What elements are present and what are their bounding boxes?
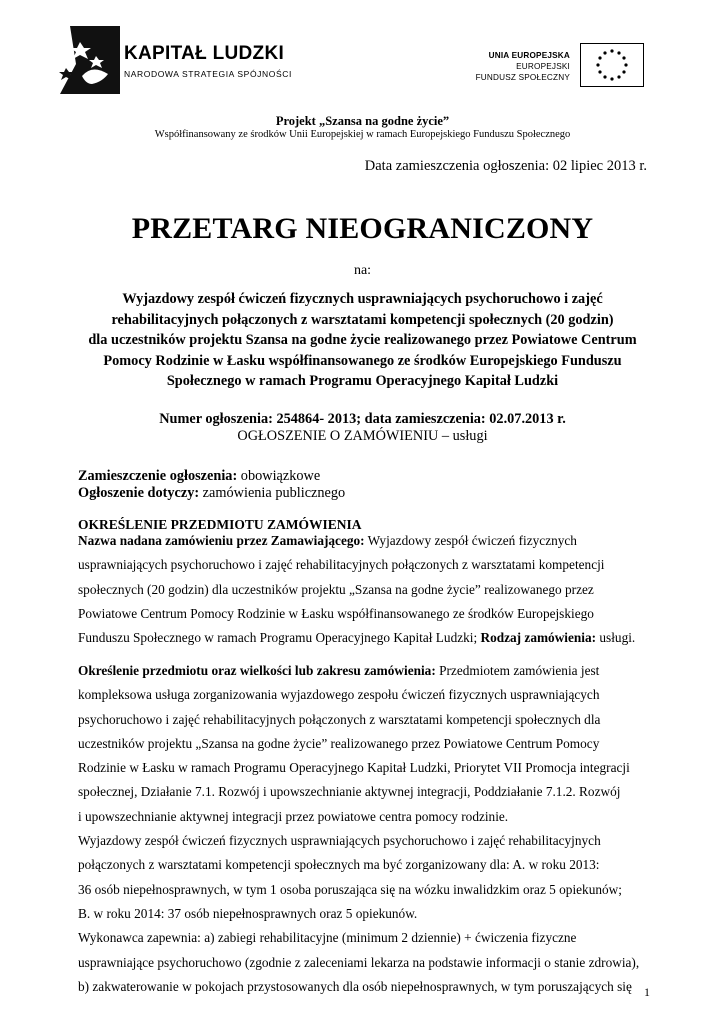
name-line-rest: Wyjazdowy zespół ćwiczeń fizycznych: [364, 533, 577, 548]
paragraph-line: społecznej, Działanie 7.1. Rozwój i upowszechnianie aktywnej integracji, Poddziałanie 7.1.2. Rozwój: [78, 784, 621, 800]
paragraph-line: usprawniających psychoruchowo i zajęć rehabilitacyjnych połączonych z warsztatami kompetencji: [78, 557, 605, 573]
paragraph-line: [78, 630, 658, 654]
kapital-ludzki-subtitle: NARODOWA STRATEGIA SPÓJNOŚCI: [124, 69, 292, 79]
paragraph-line: usprawniające psychoruchowo (zgodnie z zaleceniami lekarza na podstawie informacji o stanie zdrowia),: [78, 954, 640, 970]
paragraph-line: b) zakwaterowanie w pokojach przystosowanych dla osób niepełnosprawnych, w tym poruszających się: [78, 978, 632, 994]
concerns-row: [78, 485, 345, 502]
paragraph-line: społecznych (20 godzin) dla uczestników projektu „Szansa na godne życie” realizowanego przez: [78, 581, 594, 597]
type-value: usługi.: [596, 630, 636, 646]
paragraph-line: Wykonawca zapewnia: a) zabiegi rehabilitacyjne (minimum 2 dziennie) + ćwiczenia fizyczne: [78, 930, 577, 946]
page-number: 1: [644, 985, 650, 999]
subject-line: Wyjazdowy zespół ćwiczeń fizycznych usprawniających psychoruchowo i zajęć: [122, 291, 603, 307]
project-title: Projekt „Szansa na godne życie”: [275, 114, 450, 128]
kapital-ludzki-emblem-icon: [58, 24, 122, 96]
subject-line: Pomocy Rodzinie w Łasku współfinansowanego ze środków Europejskiego Funduszu: [103, 352, 622, 369]
scope-line-rest: Przedmiotem zamówienia jest: [435, 663, 600, 678]
name-paragraph: [78, 533, 658, 654]
subject-line: dla uczestników projektu Szansa na godne życie realizowanego przez Powiatowe Centrum: [88, 332, 637, 348]
project-subtitle: Współfinansowany ze środków Unii Europejskiej w ramach Europejskiego Funduszu Społecznego: [154, 129, 571, 140]
concerns-value: zamówienia publicznego: [199, 485, 346, 501]
name-last-line: Funduszu Społecznego w ramach Programu Operacyjnego Kapitał Ludzki;: [78, 630, 481, 646]
paragraph-line: uczestników projektu „Szansa na godne życie” realizowanego przez Powiatowe Centrum Pomocy: [78, 735, 600, 751]
na-label: na:: [353, 263, 372, 278]
notice-number: Numer ogłoszenia: 254864- 2013; data zamieszczenia: 02.07.2013 r.: [159, 411, 566, 427]
placement-row: [78, 468, 320, 485]
concerns-label: Ogłoszenie dotyczy:: [78, 485, 200, 501]
main-heading: PRZETARG NIEOGRANICZONY: [131, 212, 594, 245]
kapital-ludzki-logo: [58, 24, 122, 96]
paragraph-line: kompleksowa usługa zorganizowania wyjazdowego zespołu ćwiczeń fizycznych usprawniających: [78, 687, 600, 703]
paragraph-line: psychoruchowo i zajęć rehabilitacyjnych połączonych z warsztatami kompetencji społecznych dla: [78, 711, 601, 727]
paragraph-line: Powiatowe Centrum Pomocy Rodzinie w Łasku współfinansowanego ze środków Europejskiego: [78, 605, 594, 621]
scope-paragraph: [78, 663, 658, 1003]
placement-label: Zamieszczenie ogłoszenia:: [78, 468, 238, 484]
tender-subject: [60, 289, 665, 392]
eu-line-3: FUNDUSZ SPOŁECZNY: [475, 73, 570, 82]
paragraph-line: [78, 663, 658, 687]
subject-line: rehabilitacyjnych połączonych z warsztatami kompetencji społecznych (20 godzin): [111, 311, 614, 328]
placement-value: obowiązkowe: [237, 468, 321, 484]
paragraph-line: połączonych z warsztatami kompetencji społecznych ma być zorganizowany dla: A. w roku 2013:: [78, 857, 600, 873]
paragraph-line: [78, 533, 658, 557]
type-label: Rodzaj zamówienia:: [480, 630, 597, 646]
scope-label: Określenie przedmiotu oraz wielkości lub zakresu zamówienia:: [78, 663, 436, 678]
eu-line-1: UNIA EUROPEJSKA: [488, 51, 570, 60]
notice-type: OGŁOSZENIE O ZAMÓWIENIU – usługi: [237, 428, 488, 444]
eu-stars-icon: [580, 43, 644, 87]
paragraph-line: Wyjazdowy zespół ćwiczeń fizycznych usprawniających psychoruchowo i zajęć rehabilitacyjnych: [78, 833, 601, 849]
subject-line: Społecznego w ramach Programu Operacyjnego Kapitał Ludzki: [166, 373, 559, 389]
section-heading: OKREŚLENIE PRZEDMIOTU ZAMÓWIENIA: [78, 517, 362, 532]
eu-flag: [580, 43, 644, 87]
kapital-ludzki-title: KAPITAŁ LUDZKI: [124, 43, 285, 64]
paragraph-line: 36 osób niepełnosprawnych, w tym 1 osoba poruszająca się na wózku inwalidzkim oraz 5 opiekunów;: [78, 881, 622, 897]
eu-line-2: EUROPEJSKI: [516, 62, 570, 71]
eu-logo-text: [476, 50, 570, 83]
name-label: Nazwa nadana zamówieniu przez Zamawiającego:: [78, 533, 365, 548]
paragraph-line: Rodzinie w Łasku w ramach Programu Operacyjnego Kapitał Ludzki, Priorytet VII Promocja integracji: [78, 760, 630, 776]
paragraph-line: i upowszechnianie aktywnej integracji przez powiatowe centra pomocy rodzinie.: [78, 808, 509, 824]
paragraph-line: B. w roku 2014: 37 osób niepełnosprawnych oraz 5 opiekunów.: [78, 905, 418, 921]
posted-date: Data zamieszczenia ogłoszenia: 02 lipiec 2013 r.: [364, 158, 647, 174]
